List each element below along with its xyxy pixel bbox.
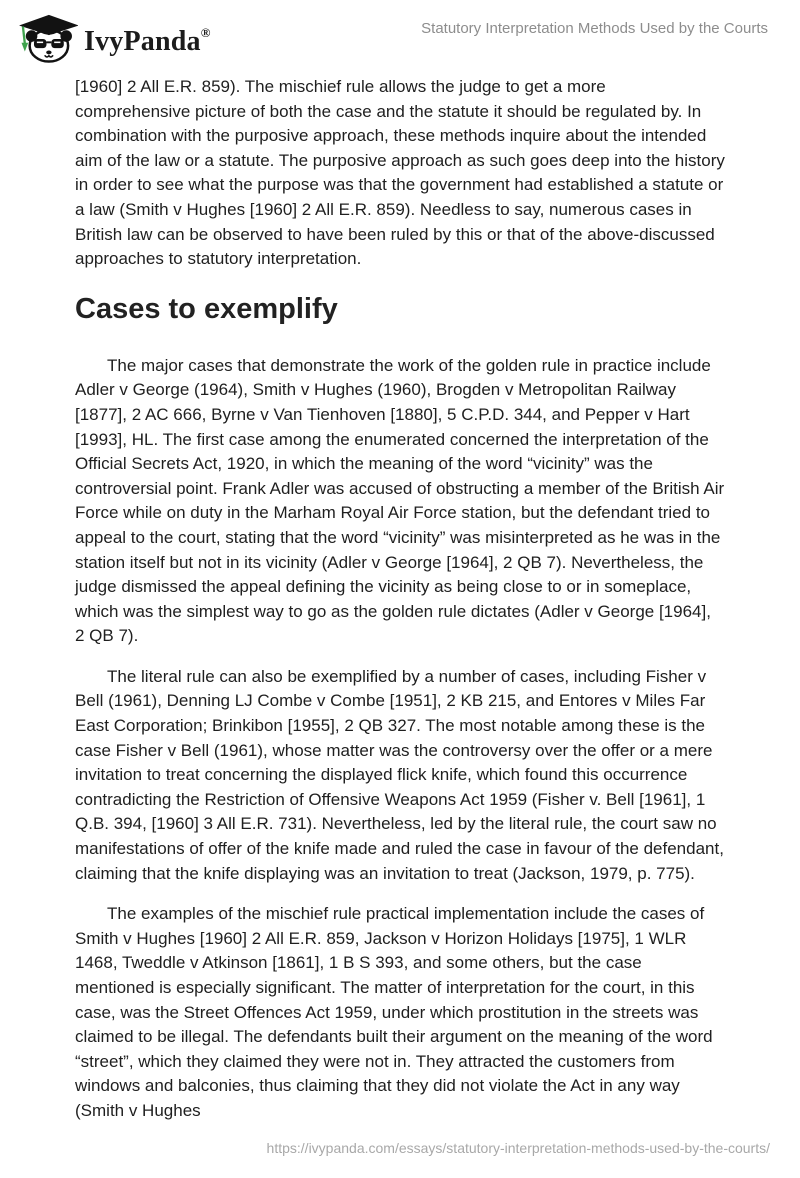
- page-footer: [0, 1140, 800, 1178]
- section-heading: Cases to exemplify: [75, 292, 338, 325]
- panda-graduate-icon: [14, 13, 78, 63]
- paragraph-continuation: [1960] 2 All E.R. 859). The mischief rule allows the judge to get a more comprehensive picture of both the case and the statute it should be regulated by. In combination with the purposive approach, these methods inquire about the intended aim of the law or a statute. The purposive approach as such goes deep into the history in order to see what the purpose was that the government had established a statute or a law (Smith v Hughes [1960] 2 All E.R. 859). Needless to say, numerous cases in British law can be observed to have been ruled by this or that of the above-discussed approaches to statutory interpretation.: [75, 77, 725, 269]
- paragraph-golden-rule: The major cases that demonstrate the work of the golden rule in practice include Adler v George (1964), Smith v Hughes (1960), Brogden v Metropolitan Railway [1877], 2 AC 666, Byrne v Van Tienhoven [1880], 5 C.P.D. 344, and Pepper v Hart [1993], HL. The first case among the enumerated concerned the interpretation of the Official Secrets Act, 1920, in which the meaning of the word “vicinity” was the controversial point. Frank Adler was accused of obstructing a member of the British Air Force while on duty in the Marham Royal Air Force station, but the defendant tried to appeal to the court, stating that the word “vicinity” was misinterpreted as he was in the station itself but not in its vicinity (Adler v George [1964], 2 QB 7). Nevertheless, the judge dismissed the appeal defining the vicinity as being close to or in someplace, which was the simplest way to go as the golden rule dictates (Adler v George [1964], 2 QB 7).: [75, 355, 725, 646]
- page-header: [0, 0, 800, 58]
- brand-name: IvyPanda®: [84, 25, 211, 57]
- article-body: [0, 58, 800, 1140]
- paragraph-mischief-rule: The examples of the mischief rule practical implementation include the cases of Smith v Hughes [1960] 2 All E.R. 859, Jackson v Horizon Holidays [1975], 1 WLR 1468, Tweddle v Atkinson [1861], 1 B S 393, and some others, but the case mentioned is especially significant. The matter of interpretation for the court, in this case, was the Street Offences Act 1959, under which prostitution in the streets was claimed to be illegal. The defendants built their argument on the meaning of the word “street”, which they claimed they were not in. They attracted the customers from windows and balconies, thus claiming that they did not violate the Act in any way (Smith v Hughes: [75, 904, 713, 1120]
- registered-mark: ®: [200, 25, 211, 40]
- document-title: Statutory Interpretation Methods Used by the Courts: [421, 20, 768, 37]
- paragraph-literal-rule: The literal rule can also be exemplified by a number of cases, including Fisher v Bell (1961), Denning LJ Combe v Combe [1951], 2 KB 215, and Entores v Miles Far East Corporation; Brinkibon [1955], 2 QB 327. The most notable among these is the case Fisher v Bell (1961), whose matter was the controversy over the offer or a mere invitation to treat concerning the displayed flick knife, which found this occurrence contradicting the Restriction of Offensive Weapons Act 1959 (Fisher v. Bell [1961], 1 Q.B. 394, [1960] 3 All E.R. 731). Nevertheless, led by the literal rule, the court saw no manifestations of offer of the knife made and ruled the case in favour of the defendant, claiming that the knife displaying was an invitation to treat (Jackson, 1979, p. 775).: [75, 666, 724, 883]
- source-url: https://ivypanda.com/essays/statutory-interpretation-methods-used-by-the-courts/: [266, 1139, 770, 1156]
